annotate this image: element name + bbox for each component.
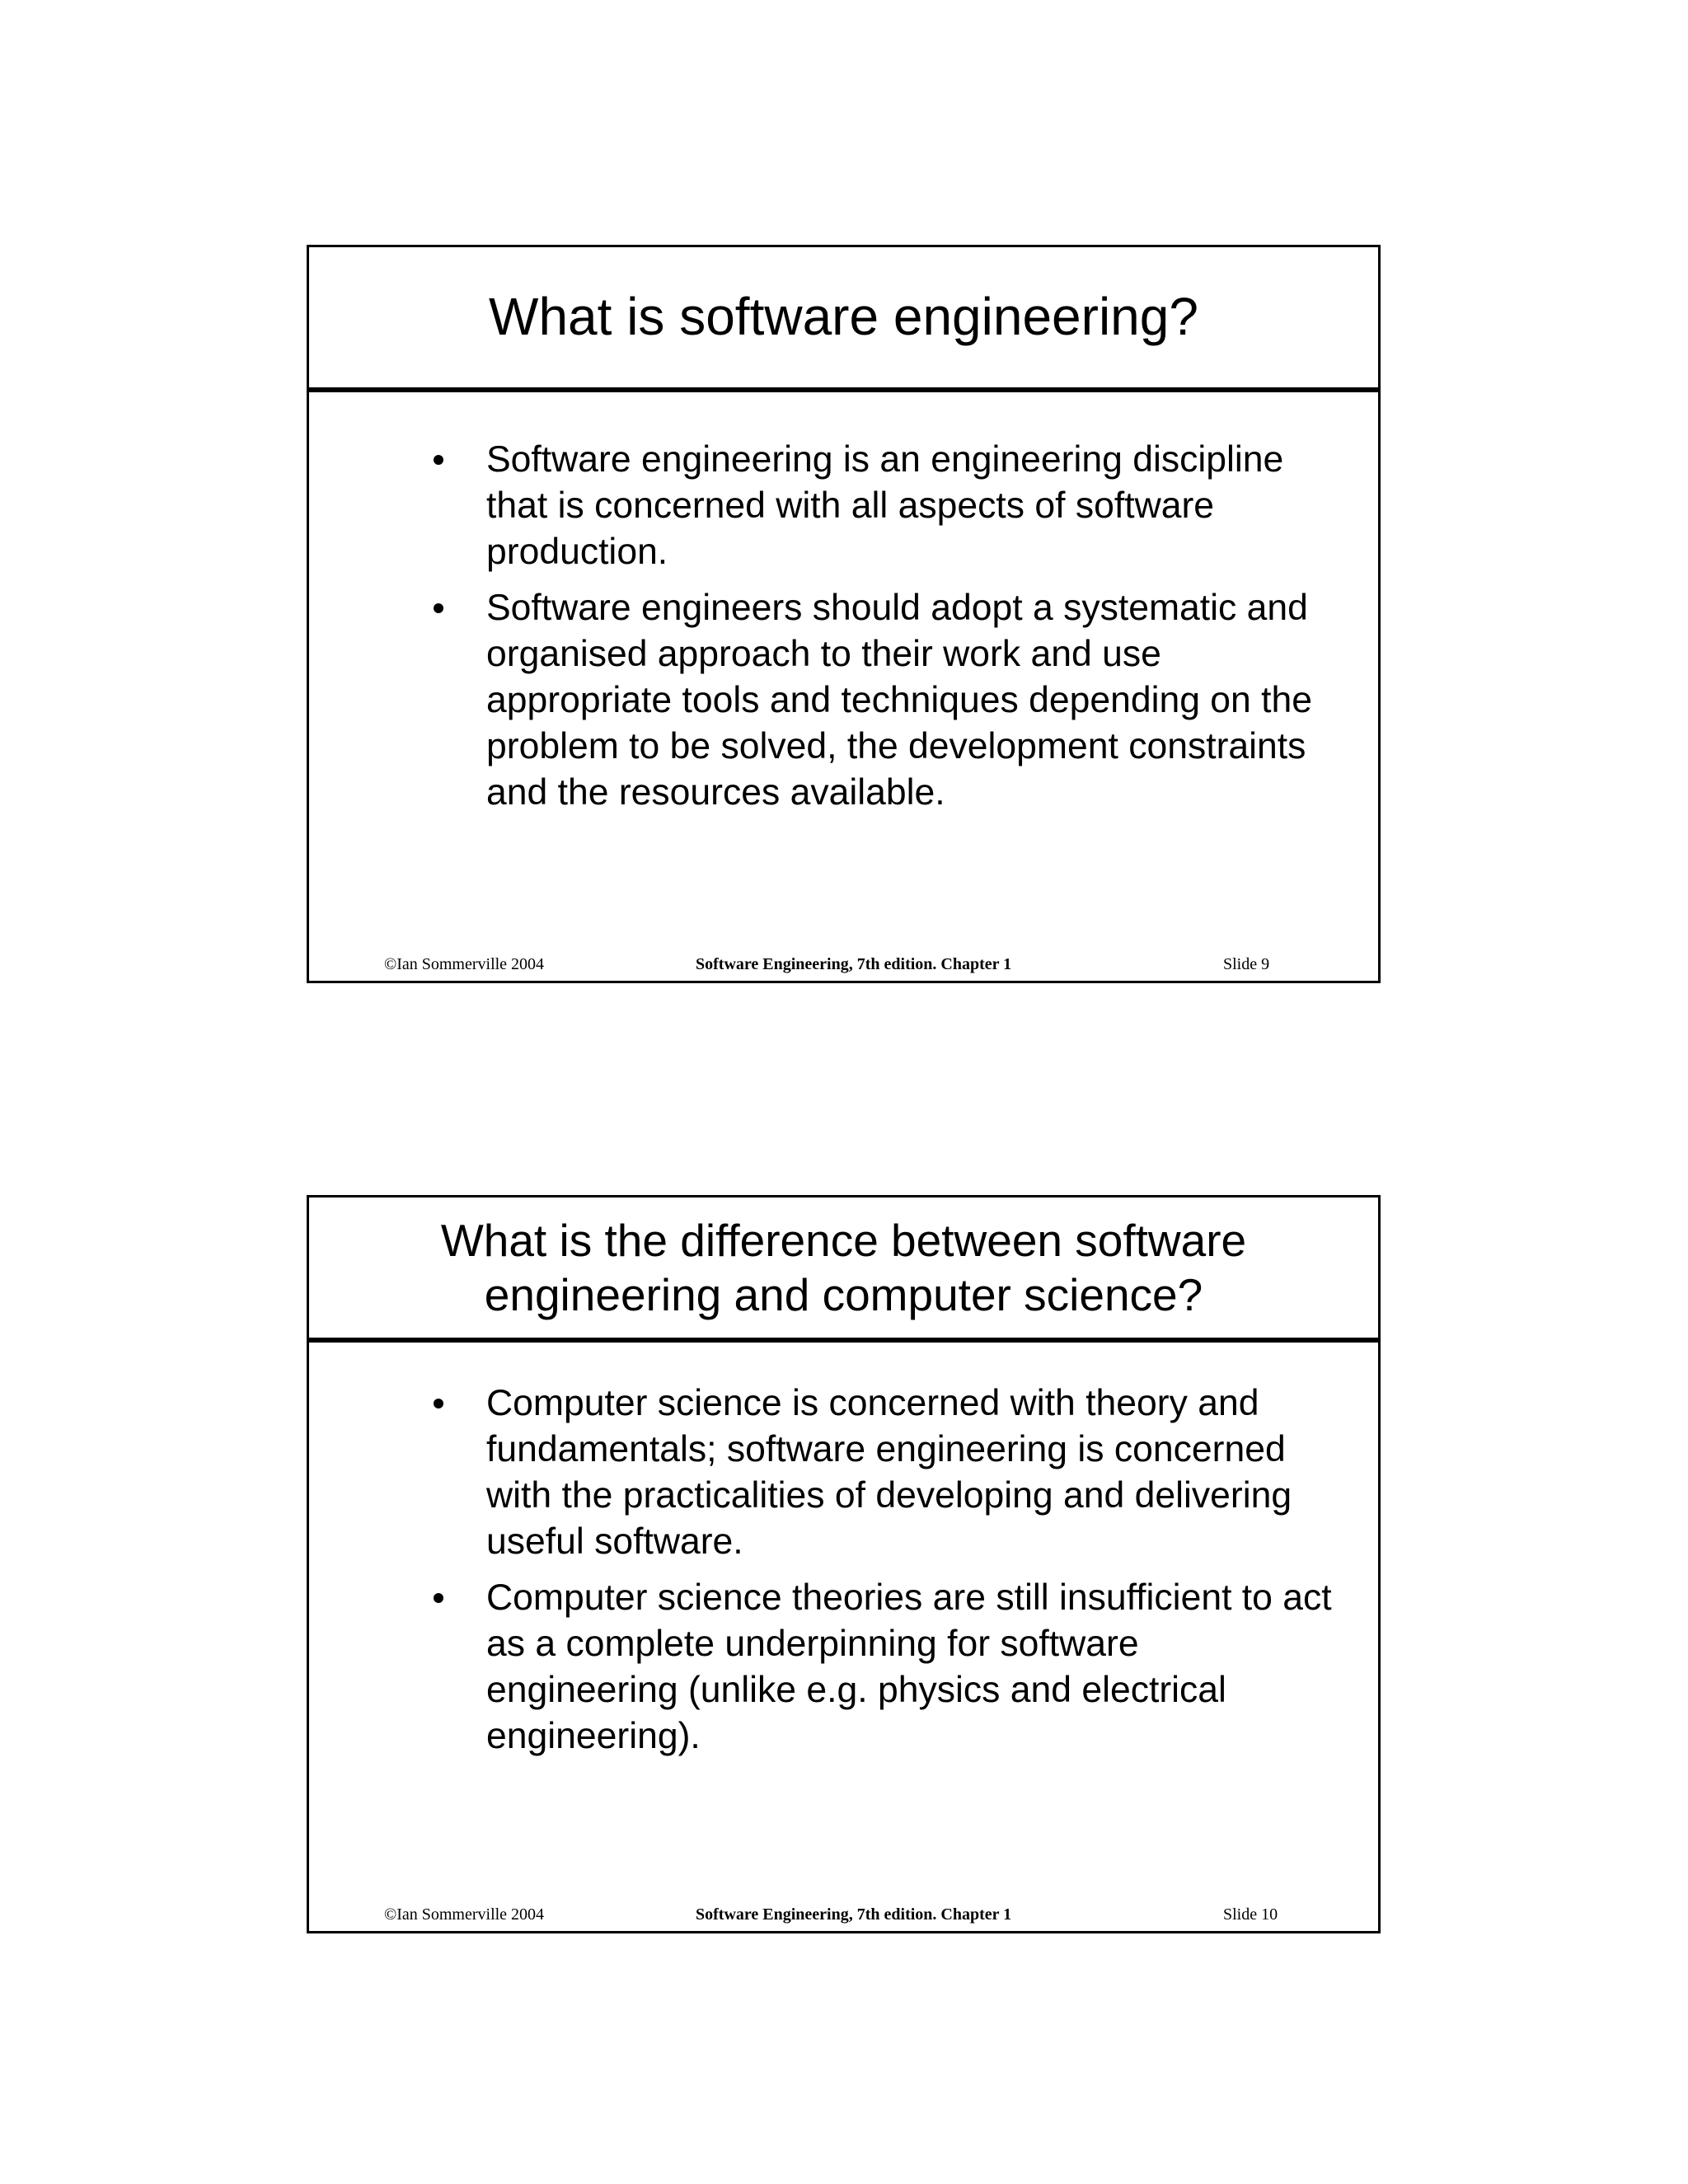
slide-footer (309, 949, 1378, 974)
footer-book-title: Software Engineering, 7th edition. Chapter 1 (696, 1905, 1012, 1924)
bullet-item (309, 437, 1378, 575)
bullet-text: Software engineers should adopt a systematic and organised approach to their work and use appropriate tools and techniques depending on the problem to be solved, the development constraints and the resources available. (486, 588, 1313, 813)
slide-title: What is software engineering? (489, 287, 1198, 347)
bullet-dot-icon (434, 1593, 443, 1603)
bullet-dot-icon (434, 455, 443, 465)
slide-title-area (309, 1197, 1378, 1343)
bullet-dot-icon (434, 1399, 443, 1408)
slide-9 (307, 245, 1381, 983)
bullet-item (309, 1575, 1378, 1760)
bullet-text: Software engineering is an engineering discipline that is concerned with all aspects of software production. (486, 439, 1284, 572)
slide-footer (309, 1900, 1378, 1924)
footer-book-title: Software Engineering, 7th edition. Chapter 1 (696, 955, 1012, 973)
bullet-list (309, 1380, 1378, 1769)
footer-copyright: ©Ian Sommerville 2004 (384, 955, 545, 973)
bullet-text: Computer science theories are still insufficient to act as a complete underpinning for software engineering (unlike e.g. physics and electrical engineering). (486, 1577, 1332, 1756)
slide-title-area (309, 247, 1378, 392)
footer-slide-number: Slide 10 (1223, 1905, 1278, 1924)
footer-slide-number: Slide 9 (1223, 955, 1270, 973)
bullet-list (309, 437, 1378, 826)
slide-title: What is the difference between software engineering and computer science? (440, 1215, 1247, 1320)
footer-copyright: ©Ian Sommerville 2004 (384, 1905, 545, 1924)
bullet-item (309, 1380, 1378, 1565)
bullet-text: Computer science is concerned with theory and fundamentals; software engineering is concerned with the practicalities of developing and delivering useful software. (486, 1383, 1292, 1562)
bullet-dot-icon (434, 603, 443, 613)
slide-10 (307, 1195, 1381, 1933)
bullet-item (309, 585, 1378, 816)
